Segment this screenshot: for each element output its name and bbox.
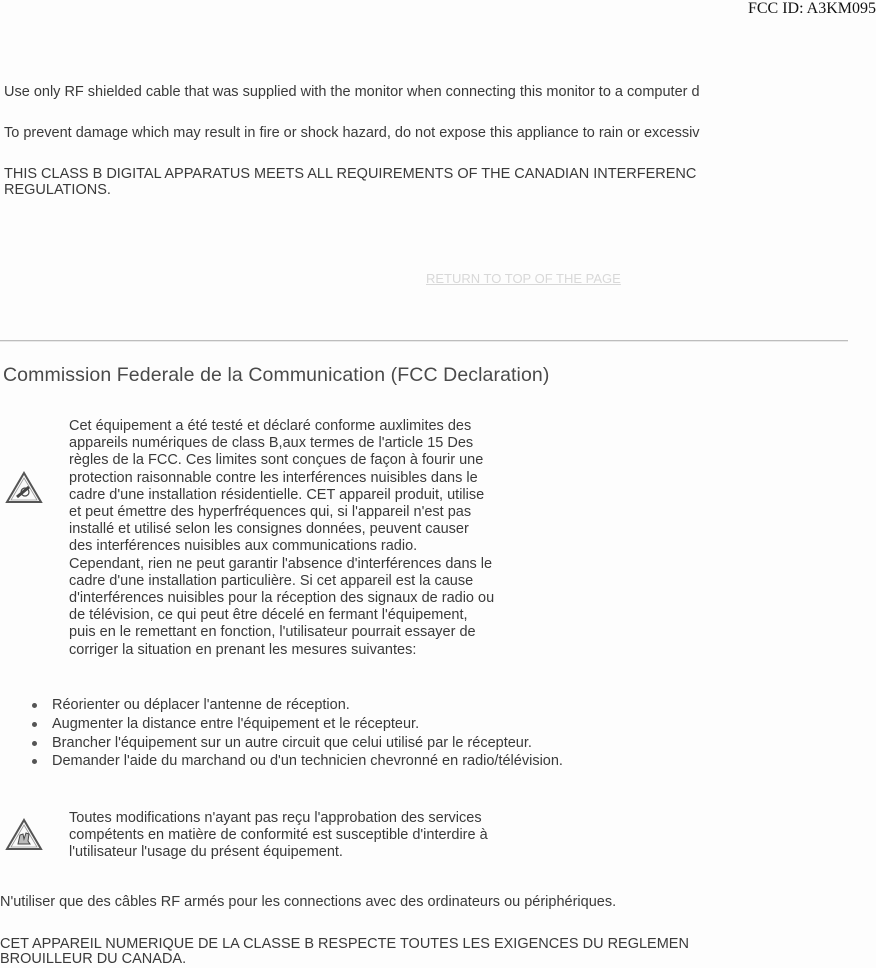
warning-pencil-icon xyxy=(4,470,44,506)
return-to-top-link[interactable]: RETURN TO TOP OF THE PAGE xyxy=(426,271,621,286)
section-divider xyxy=(0,340,848,342)
rf-cable-notice: Use only RF shielded cable that was supplied with the monitor when connecting this monitor to a computer d xyxy=(4,84,700,100)
fire-hazard-notice: To prevent damage which may result in fire or shock hazard, do not expose this appliance to rain or excessiv xyxy=(4,125,700,141)
list-item: Demander l'aide du marchand ou d'un technicien chevronné en radio/télévision. xyxy=(28,752,563,771)
corrective-measures-list xyxy=(28,696,563,771)
warning-hand-icon xyxy=(4,817,44,853)
fcc-compliance-paragraph: Cet équipement a été testé et déclaré conforme auxlimites des appareils numériques de class B,aux termes de l'article 15 Des règles de la FCC. Ces limites sont conçues de façon à fourir une protection raisonnable contre les interférences nuisibles dans le cadre d'une installation résidentielle. CET appareil produit, utilise et peut émettre des hyperfréquences qui, si l'appareil n'est pas installé et utilisé selon les consignes données, peuvent causer des interférences nuisibles aux communications radio. Cependant, rien ne peut garantir l'absence d'interférences dans le cadre d'une installation particulière. Si cet appareil est la cause d'interférences nuisibles pour la réception des signaux de radio ou de télévision, ce qui peut être décelé en fermant l'équipement, puis en le remettant en fonction, l'utilisateur pourrait essayer de corriger la situation en prenant les mesures suivantes: xyxy=(69,418,495,658)
fcc-id-label: FCC ID: A3KM095 xyxy=(747,0,876,17)
canada-class-b-notice-line2: REGULATIONS. xyxy=(4,182,111,198)
canada-notice-fr-line1: CET APPAREIL NUMERIQUE DE LA CLASSE B RESPECTE TOUTES LES EXIGENCES DU REGLEMEN xyxy=(0,936,689,952)
rf-cables-notice-fr: N'utiliser que des câbles RF armés pour les connections avec des ordinateurs ou périphériques. xyxy=(0,894,617,910)
modifications-warning-paragraph: Toutes modifications n'ayant pas reçu l'approbation des services compétents en matière de conformité est susceptible d'interdire à l'utilisateur l'usage du présent équipement. xyxy=(69,810,488,861)
list-item: Brancher l'équipement sur un autre circuit que celui utilisé par le récepteur. xyxy=(28,734,563,753)
fcc-section-heading: Commission Federale de la Communication (FCC Declaration) xyxy=(3,364,550,386)
list-item: Augmenter la distance entre l'équipement et le récepteur. xyxy=(28,715,563,734)
list-item: Réorienter ou déplacer l'antenne de réception. xyxy=(28,696,563,715)
canada-notice-fr-line2: BROUILLEUR DU CANADA. xyxy=(0,951,187,967)
canada-class-b-notice-line1: THIS CLASS B DIGITAL APPARATUS MEETS ALL REQUIREMENTS OF THE CANADIAN INTERFERENC xyxy=(4,166,697,182)
